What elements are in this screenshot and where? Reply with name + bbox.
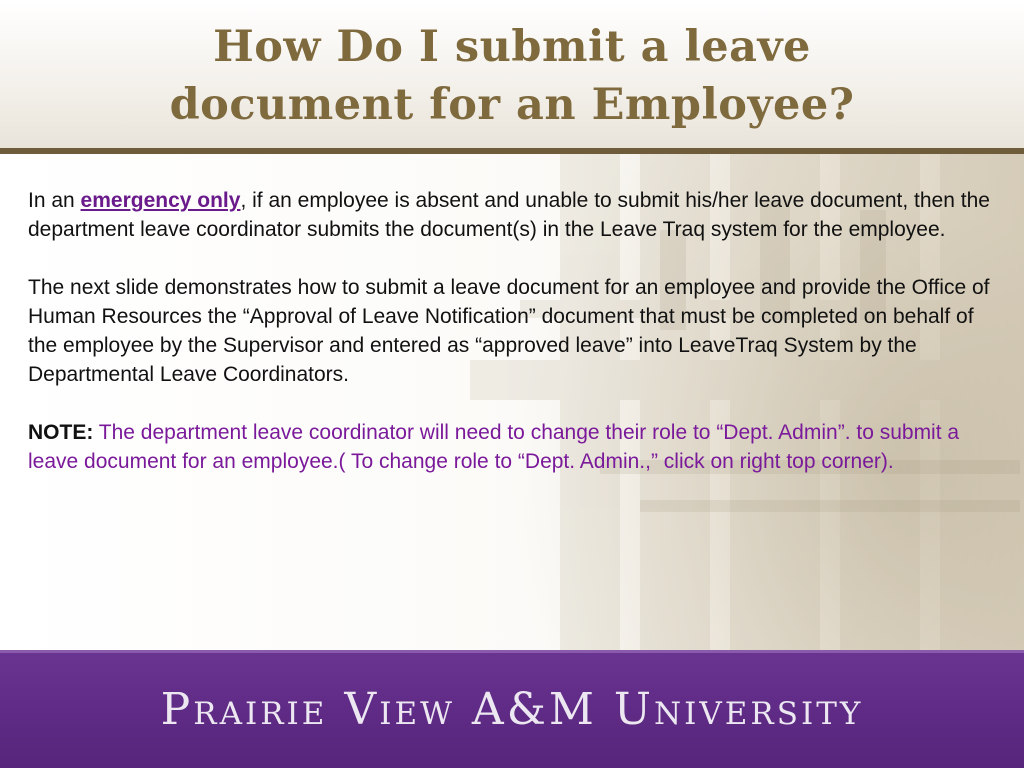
paragraph-next-slide: The next slide demonstrates how to submit a leave document for an employee and provide the Office of Human Resources the “Approval of Leave Notification” document that must be completed on behalf of the employee by the Supervisor and entered as “approved leave” into LeaveTraq System by the Departmental Leave Coordinators.	[28, 276, 990, 386]
title-line-1: How Do I submit a leave	[213, 22, 811, 72]
slide-body	[28, 186, 1004, 476]
title-divider	[0, 148, 1024, 154]
title-line-2: document for an Employee?	[169, 80, 855, 130]
note-label: NOTE:	[28, 421, 94, 444]
university-logotype: Prairie View A&M University	[160, 684, 864, 735]
slide-title	[0, 18, 1024, 134]
paragraph-1-prefix: In an	[28, 189, 81, 212]
paragraph-emergency	[28, 186, 1004, 244]
slide-header	[0, 0, 1024, 148]
emergency-only-link[interactable]: emergency only	[80, 189, 241, 212]
footer-top-line	[0, 650, 1024, 653]
paragraph-1-suffix: , if an employee is absent and unable to submit his/her leave document, then the department leave coordinator submits the document(s) in the Leave Traq system for the employee.	[28, 189, 990, 241]
note-text: The department leave coordinator will need to change their role to “Dept. Admin”. to submit a leave document for an employee.( To change role to “Dept. Admin.,” click on right top corner).	[28, 421, 960, 473]
note-paragraph	[28, 418, 1004, 476]
